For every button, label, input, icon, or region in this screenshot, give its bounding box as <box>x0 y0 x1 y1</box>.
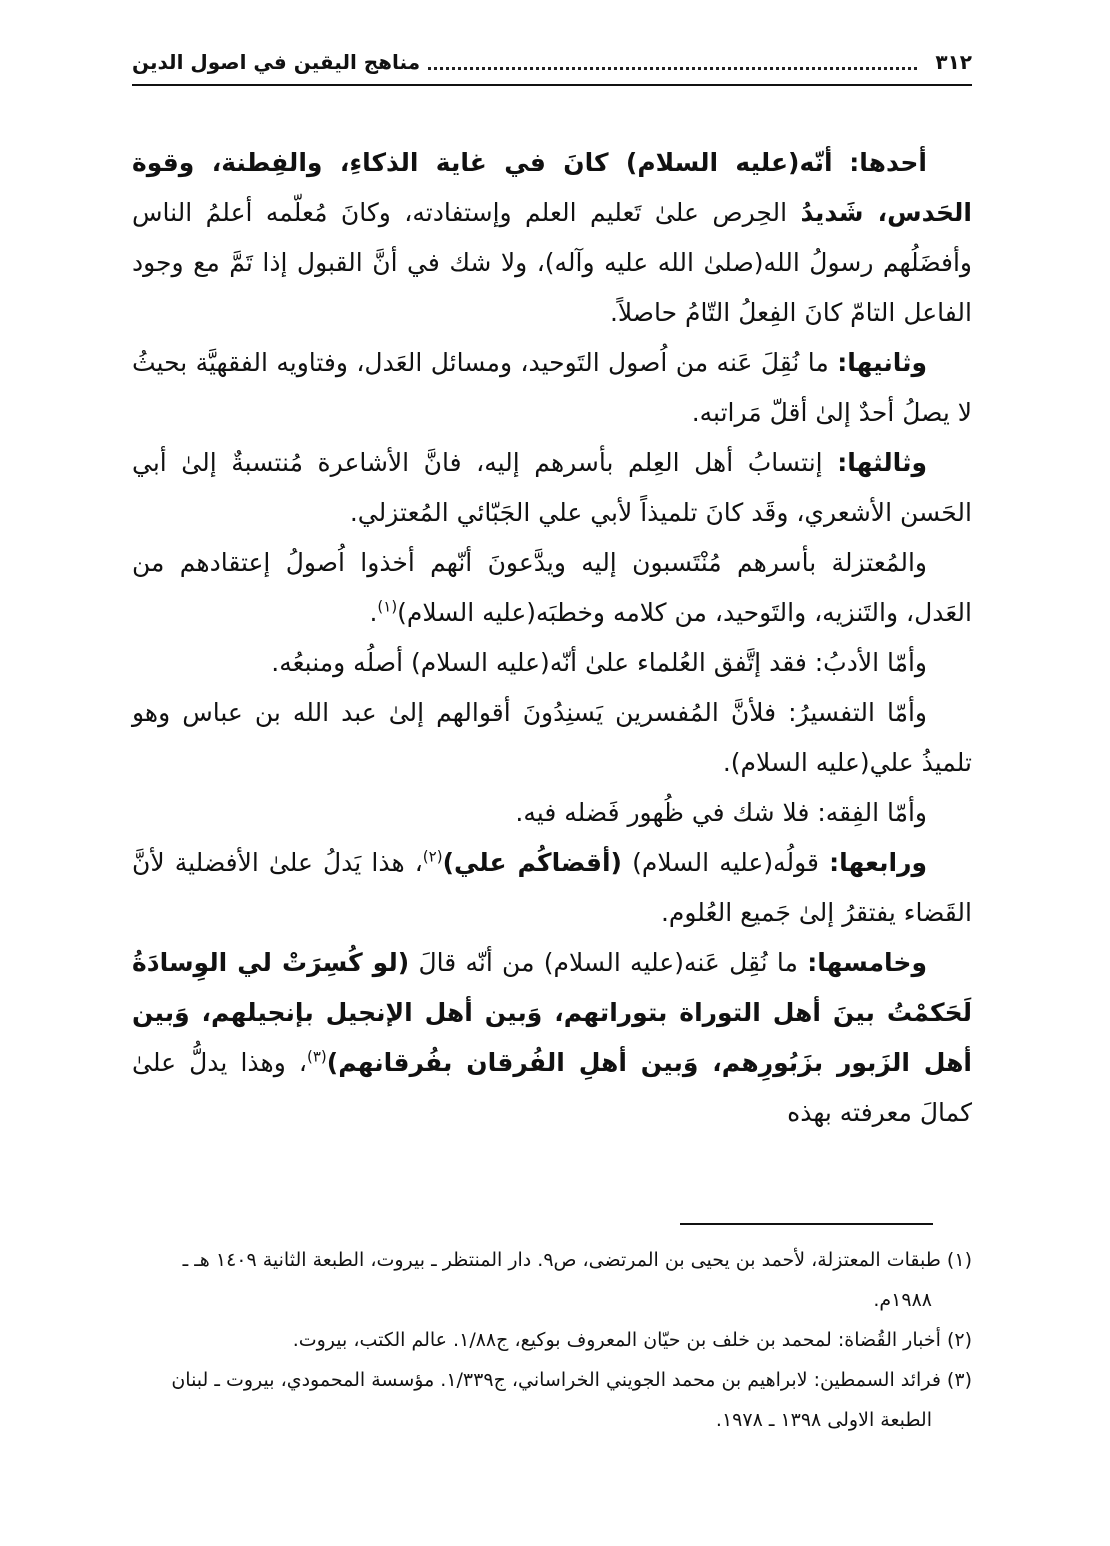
page-header <box>132 40 972 86</box>
paragraph-tafsir <box>132 688 972 788</box>
paragraph-text: وأمّا الفِقه: فلا شك في ظُهور فَضله فيه. <box>515 798 927 827</box>
paragraph-text: ما نُقِلَ عَنه من اُصول التَوحيد، ومسائل العَدل، وفتاويه الفقهيَّة بحيثُ لا يصلُ أحدٌ إلىٰ أقلّ مَراتبه. <box>132 348 972 427</box>
paragraph-second <box>132 338 972 438</box>
paragraph-first <box>132 138 972 338</box>
paragraph-lead: وثانيها: <box>837 348 928 377</box>
paragraph-text: ما نُقِل عَنه(عليه السلام) من أنّه قالَ <box>418 948 798 977</box>
paragraph-text: وأمّا الأدبُ: فقد إتَّفق العُلماء علىٰ أنّه(عليه السلام) أصلُه ومنبعُه. <box>271 648 927 677</box>
footnote-3-continued: الطبعة الاولى ١٣٩٨ ـ ١٩٧٨. <box>715 1409 932 1431</box>
hadith-quote: (أقضاكُم علي) <box>442 848 622 877</box>
footnote-2: (٢) أخبار القُضاة: لمحمد بن خلف بن حيّان المعروف بوكيع، ج١/٨٨. عالم الكتب، بيروت. <box>292 1329 972 1351</box>
footnote-ref-3: (٣) <box>306 1047 327 1066</box>
paragraph-lead: وثالثها: <box>837 448 927 477</box>
header-dot-leader <box>428 55 917 70</box>
footnotes <box>132 1240 972 1440</box>
paragraph-text: والمُعتزلة بأسرهم مُنْتَسبون إليه ويدَّعونَ أنّهم أخذوا اُصولُ إعتقادهم من العَدل، والتَنزيه، والتَوحيد، من كلامه وخطبَه(عليه السلام) <box>132 548 972 627</box>
running-title: مناهج اليقين في اصول الدين <box>132 50 421 74</box>
hadith-quote: (لو كُسِرَتْ لي الوِسادَةُ لَحَكمْتُ بينَ أهل التوراة بتوراتهم، وَبين أهل الإنجيل بإنجيلهم، وَبين أهل الزَبور بزَبُورِهم، وَبين أهلِ الفُرقان بفُرقانهم) <box>132 948 972 1077</box>
footnote-ref-1: (١) <box>377 597 398 616</box>
paragraph-text: إنتسابُ أهل العِلم بأسرهم إليه، فانَّ الأشاعرة مُنتسبةٌ إلىٰ أبي الحَسن الأشعري، وقَد كانَ تلميذاً لأبي علي الجَبّائي المُعتزلي. <box>132 448 972 527</box>
paragraph-lead: ورابعها: <box>829 848 927 877</box>
paragraph-lead: أحدها: <box>849 148 927 177</box>
footnote-3: (٣) فرائد السمطين: لابراهيم بن محمد الجويني الخراساني، ج١/٣٣٩. مؤسسة المحمودي، بيروت ـ لبنان <box>171 1369 972 1391</box>
paragraph-text: ، وهذا يدلُّ علىٰ كمالَ معرفته بهذه <box>132 1048 972 1127</box>
paragraph-fourth <box>132 838 972 938</box>
main-text <box>132 138 972 1138</box>
paragraph-third <box>132 438 972 538</box>
paragraph-mutazila <box>132 538 972 638</box>
footnote-ref-2: (٢) <box>422 847 443 866</box>
paragraph-text: الحِرص علىٰ تَعليم العلم وإستفادته، وكانَ مُعلّمه أعلمُ الناس وأفضَلُهم رسولُ الله(صلىٰ الله عليه وآله)، ولا شك في أنَّ القبول إذا تَمَّ مع وجود الفاعل التامّ كانَ الفِعلُ التّامُ حاصلاً. <box>132 198 972 327</box>
page-number: ٣١٢ <box>935 50 972 74</box>
period: . <box>369 598 378 627</box>
paragraph-fiqh <box>132 788 972 838</box>
paragraph-lead: وخامسها: <box>807 948 927 977</box>
bold-phrase: أنّه(عليه السلام) كانَ في غاية الذكاءِ، والفِطنة، وقوة الحَدس، شَديدُ <box>132 148 972 227</box>
paragraph-text: ، هذا يَدلُ علىٰ الأفضلية لأنَّ القَضاء يفتقرُ إلىٰ جَميع العُلوم. <box>132 848 972 927</box>
footnote-1: (١) طبقات المعتزلة، لأحمد بن يحيى بن المرتضى، ص٩. دار المنتظر ـ بيروت، الطبعة الثانية ١٤٠٩ هـ ـ <box>182 1249 972 1271</box>
paragraph-literature <box>132 638 972 688</box>
paragraph-text: وأمّا التفسيرُ: فلأنَّ المُفسرين يَسنِدُونَ أقوالهم إلىٰ عبد الله بن عباس وهو تلميذُ علي(عليه السلام). <box>132 698 972 777</box>
footnote-1-continued: ١٩٨٨م. <box>873 1289 932 1311</box>
paragraph-fifth <box>132 938 972 1138</box>
footnote-separator <box>680 1223 933 1225</box>
paragraph-text: قولُه(عليه السلام) <box>632 848 819 877</box>
